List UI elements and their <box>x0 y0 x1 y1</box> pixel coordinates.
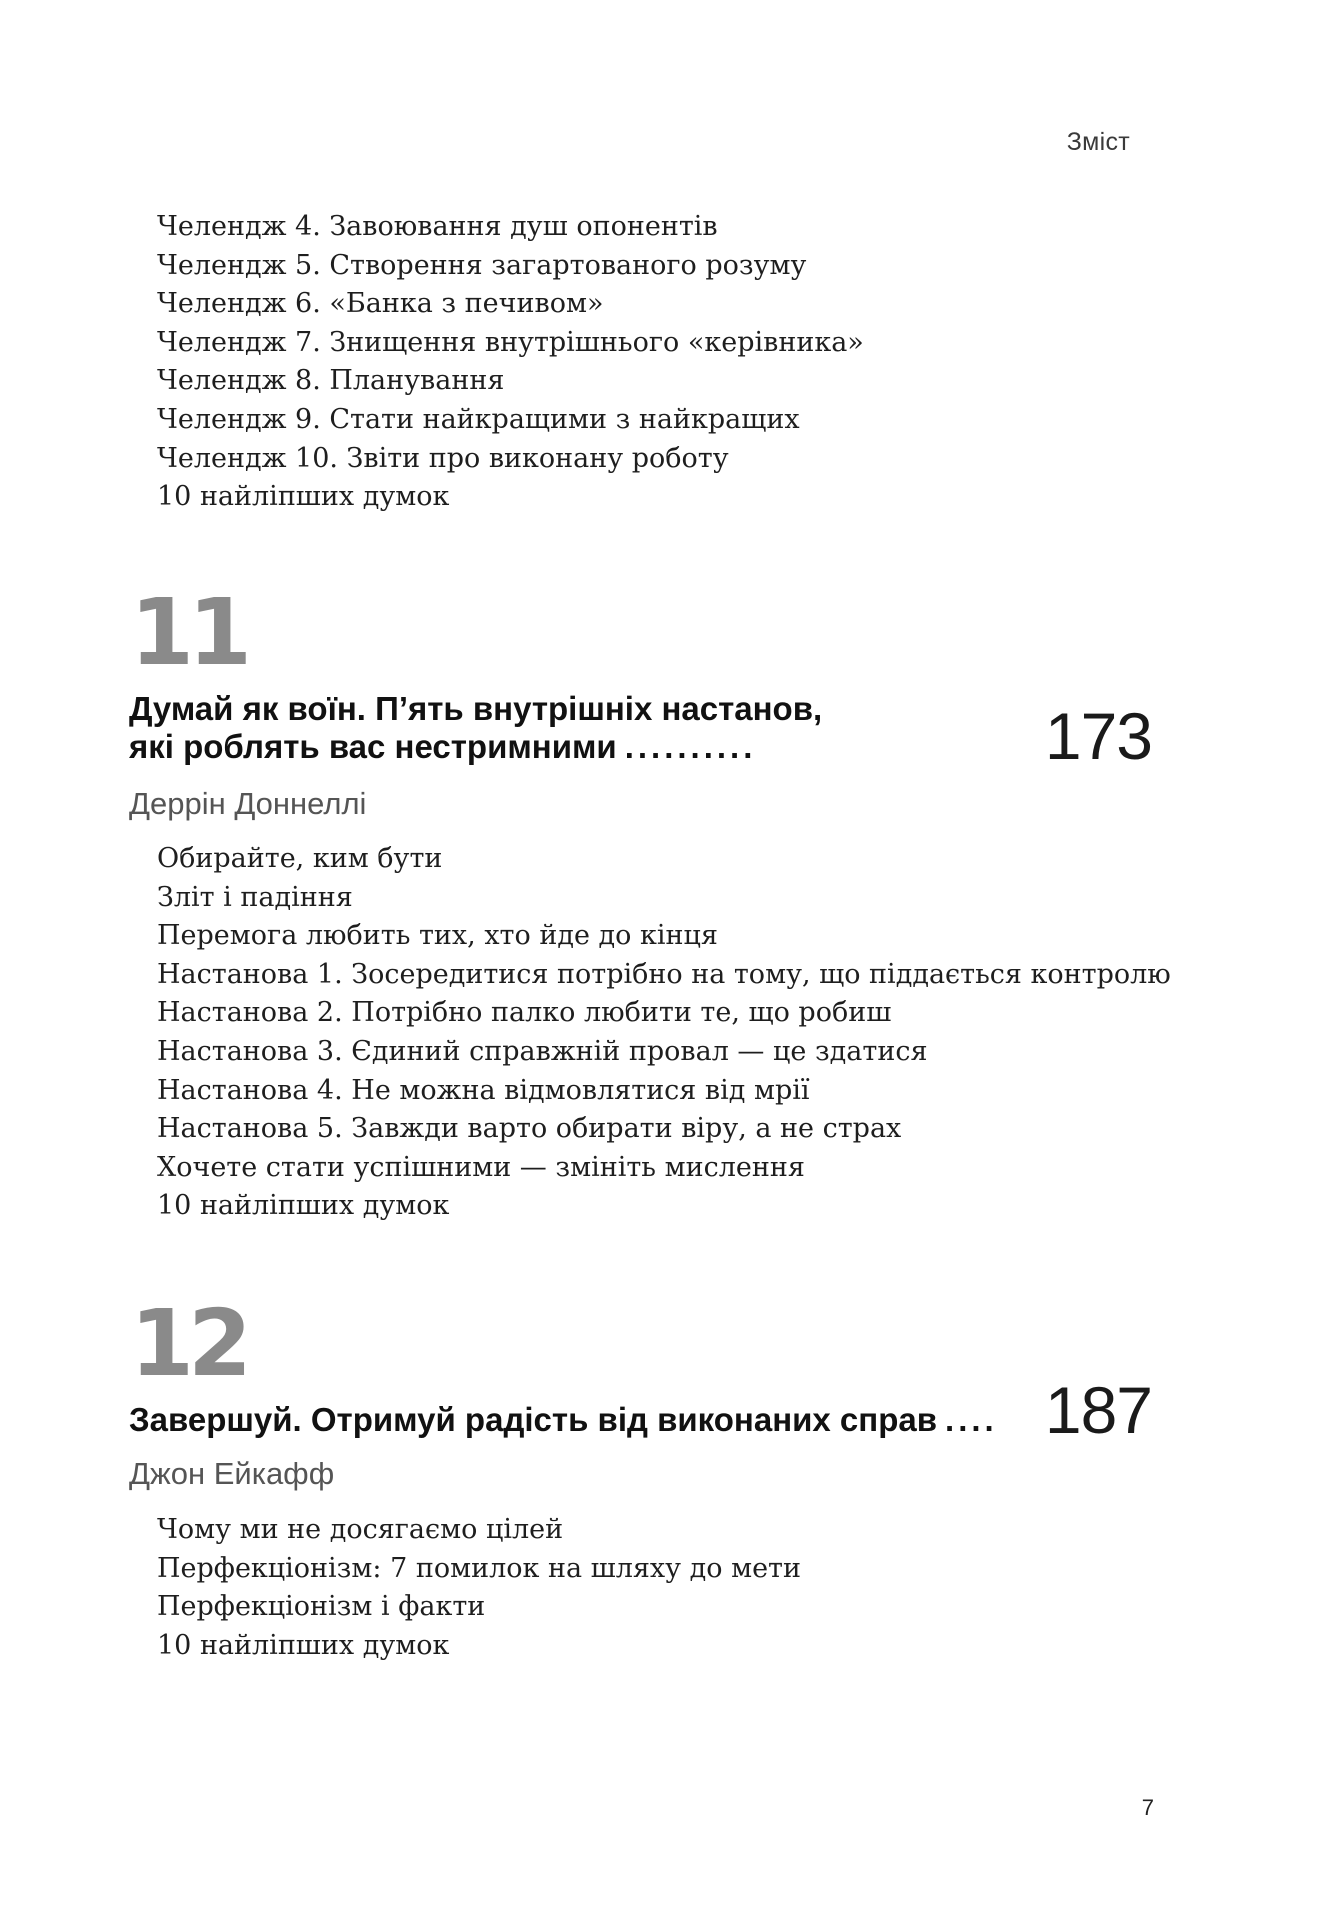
chapter-title[interactable] <box>129 690 1029 766</box>
toc-subitem[interactable]: Перфекціонізм і факти <box>157 1591 486 1623</box>
previous-chapter-list <box>157 208 864 517</box>
toc-subitem[interactable]: Челендж 5. Створення загартованого розуму <box>157 249 807 281</box>
chapter-page-number[interactable]: 173 <box>1044 699 1152 773</box>
chapter-title-line-1 <box>129 1401 1029 1439</box>
chapter-author: Джон Ейкафф <box>129 1456 335 1491</box>
leader-dots: .... <box>945 1401 998 1438</box>
chapter-title-line-1-text: Завершуй. Отримуй радість від виконаних справ <box>129 1401 938 1438</box>
chapter-title[interactable] <box>129 1401 1029 1439</box>
chapter-author: Деррін Доннеллі <box>129 786 367 821</box>
toc-subitem[interactable]: 10 найліпших думок <box>157 481 450 513</box>
leader-dots: .......... <box>624 728 757 765</box>
toc-subitem[interactable]: Челендж 6. «Банка з печивом» <box>157 288 604 320</box>
toc-subitem[interactable]: Перфекціонізм: 7 помилок на шляху до мети <box>157 1552 801 1584</box>
chapter-title-line-2 <box>129 728 1029 766</box>
toc-subitem[interactable]: Настанова 1. Зосередитися потрібно на тому, що піддається контролю <box>157 958 1171 990</box>
toc-subitem[interactable]: Обирайте, ким бути <box>157 843 443 874</box>
toc-subitem[interactable]: Челендж 10. Звіти про виконану роботу <box>157 442 729 474</box>
toc-subitem[interactable]: Зліт і падіння <box>157 881 353 913</box>
toc-subitem[interactable]: Настанова 4. Не можна відмовлятися від мрії <box>157 1074 810 1106</box>
chapter-number: 12 <box>130 1290 247 1397</box>
chapter-number: 11 <box>130 579 247 686</box>
chapter-title-line-2-text: які роблять вас нестримними <box>129 728 617 765</box>
toc-subitem[interactable]: Челендж 4. Завоювання душ опонентів <box>157 211 718 242</box>
toc-subitem[interactable]: Настанова 2. Потрібно палко любити те, що робиш <box>157 997 892 1029</box>
page-number: 7 <box>1141 1795 1154 1820</box>
toc-subitem[interactable]: Настанова 5. Завжди варто обирати віру, а не страх <box>157 1113 902 1145</box>
toc-subitem[interactable]: 10 найліпших думок <box>157 1629 450 1661</box>
chapter-title-line-1: Думай як воїн. П’ять внутрішніх настанов, <box>129 690 823 727</box>
toc-subitem[interactable]: Челендж 7. Знищення внутрішнього «керівника» <box>157 326 864 358</box>
chapter-12-list <box>157 1511 801 1665</box>
toc-subitem[interactable]: Челендж 9. Стати найкращими з найкращих <box>157 403 800 435</box>
toc-subitem[interactable]: 10 найліпших думок <box>157 1190 450 1222</box>
toc-subitem[interactable]: Чому ми не досягаємо цілей <box>157 1514 564 1545</box>
toc-subitem[interactable]: Хочете стати успішними — змініть мислення <box>157 1151 805 1183</box>
toc-subitem[interactable]: Челендж 8. Планування <box>157 365 505 397</box>
chapter-11-list <box>157 840 1171 1226</box>
running-head: Зміст <box>1066 128 1130 156</box>
toc-subitem[interactable]: Перемога любить тих, хто йде до кінця <box>157 920 718 952</box>
toc-subitem[interactable]: Настанова 3. Єдиний справжній провал — це здатися <box>157 1035 928 1067</box>
chapter-page-number[interactable]: 187 <box>1044 1373 1152 1447</box>
